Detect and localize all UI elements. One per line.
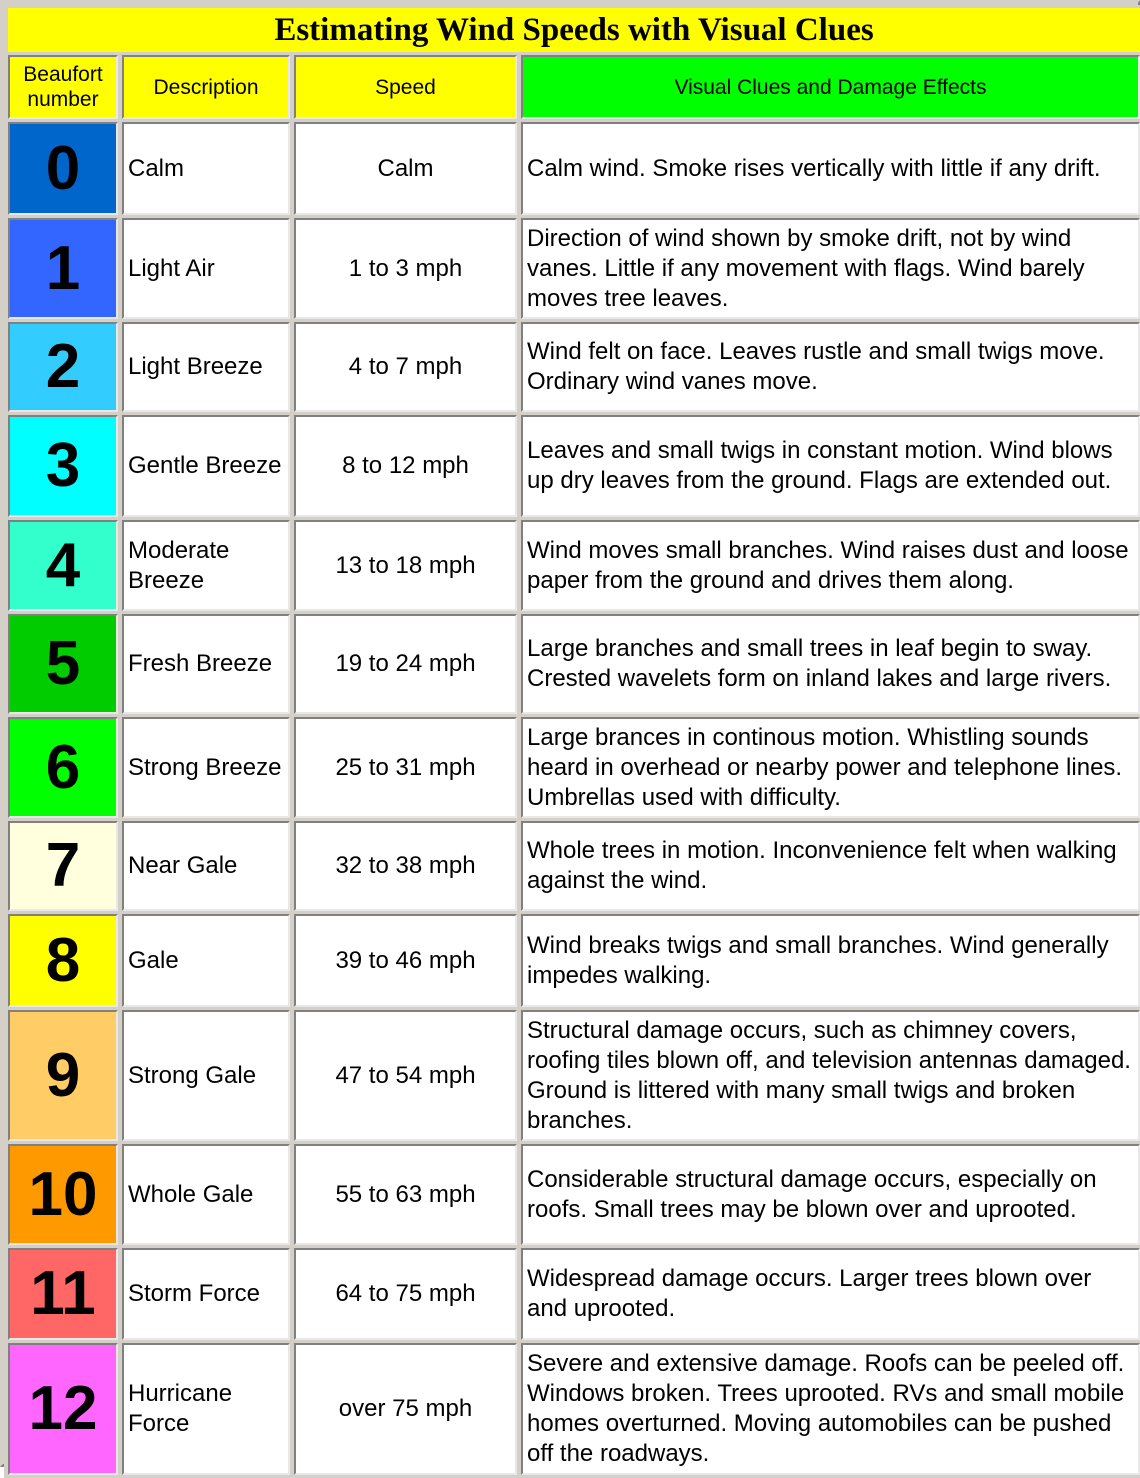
beaufort-number-cell: 6 <box>8 717 118 818</box>
visual-clues-cell: Severe and extensive damage. Roofs can be peeled off. Windows broken. Trees uprooted. RVs and small mobile homes overturned. Moving automobiles can be pushed off the roadways. <box>521 1343 1140 1475</box>
speed-cell: 55 to 63 mph <box>294 1144 517 1245</box>
header-speed: Speed <box>294 55 517 119</box>
table-title: Estimating Wind Speeds with Visual Clues <box>8 8 1140 52</box>
visual-clues-cell: Wind breaks twigs and small branches. Wind generally impedes walking. <box>521 914 1140 1007</box>
beaufort-number-cell: 8 <box>8 914 118 1007</box>
beaufort-number-cell: 7 <box>8 821 118 911</box>
description-cell: Strong Breeze <box>122 717 290 818</box>
beaufort-number-cell: 10 <box>8 1144 118 1245</box>
visual-clues-cell: Considerable structural damage occurs, especially on roofs. Small trees may be blown over and uprooted. <box>521 1144 1140 1245</box>
description-cell: Gentle Breeze <box>122 415 290 517</box>
table-row <box>8 1010 1140 1141</box>
beaufort-number-cell: 9 <box>8 1010 118 1141</box>
speed-cell: 8 to 12 mph <box>294 415 517 517</box>
description-cell: Storm Force <box>122 1248 290 1340</box>
table-row <box>8 218 1140 319</box>
visual-clues-cell: Large brances in continous motion. Whistling sounds heard in overhead or nearby power and telephone lines. Umbrellas used with difficulty. <box>521 717 1140 818</box>
table-row <box>8 1343 1140 1475</box>
description-cell: Gale <box>122 914 290 1007</box>
header-beaufort-number: Beaufort number <box>8 55 118 119</box>
description-cell: Near Gale <box>122 821 290 911</box>
speed-cell: 13 to 18 mph <box>294 520 517 611</box>
description-cell: Hurricane Force <box>122 1343 290 1475</box>
speed-cell: 32 to 38 mph <box>294 821 517 911</box>
beaufort-number-cell: 5 <box>8 614 118 714</box>
speed-cell: 47 to 54 mph <box>294 1010 517 1141</box>
table-row <box>8 914 1140 1007</box>
header-visual-clues: Visual Clues and Damage Effects <box>521 55 1140 119</box>
beaufort-number-cell: 4 <box>8 520 118 611</box>
visual-clues-cell: Wind felt on face. Leaves rustle and small twigs move. Ordinary wind vanes move. <box>521 322 1140 412</box>
description-cell: Calm <box>122 122 290 215</box>
visual-clues-cell: Calm wind. Smoke rises vertically with little if any drift. <box>521 122 1140 215</box>
table-row <box>8 717 1140 818</box>
visual-clues-cell: Whole trees in motion. Inconvenience felt when walking against the wind. <box>521 821 1140 911</box>
description-cell: Moderate Breeze <box>122 520 290 611</box>
beaufort-number-cell: 11 <box>8 1248 118 1340</box>
title-row <box>8 8 1140 52</box>
description-cell: Whole Gale <box>122 1144 290 1245</box>
table-row <box>8 1248 1140 1340</box>
description-cell: Strong Gale <box>122 1010 290 1141</box>
beaufort-number-cell: 3 <box>8 415 118 517</box>
description-cell: Light Breeze <box>122 322 290 412</box>
visual-clues-cell: Widespread damage occurs. Larger trees blown over and uprooted. <box>521 1248 1140 1340</box>
header-row <box>8 55 1140 119</box>
table-row <box>8 322 1140 412</box>
speed-cell: 39 to 46 mph <box>294 914 517 1007</box>
visual-clues-cell: Wind moves small branches. Wind raises dust and loose paper from the ground and drives them along. <box>521 520 1140 611</box>
speed-cell: Calm <box>294 122 517 215</box>
speed-cell: over 75 mph <box>294 1343 517 1475</box>
speed-cell: 1 to 3 mph <box>294 218 517 319</box>
beaufort-table <box>4 5 1140 1478</box>
table-row <box>8 122 1140 215</box>
description-cell: Light Air <box>122 218 290 319</box>
table-row <box>8 614 1140 714</box>
visual-clues-cell: Structural damage occurs, such as chimney covers, roofing tiles blown off, and television antennas damaged. Ground is littered with many small twigs and broken branches. <box>521 1010 1140 1141</box>
speed-cell: 64 to 75 mph <box>294 1248 517 1340</box>
header-description: Description <box>122 55 290 119</box>
beaufort-number-cell: 0 <box>8 122 118 215</box>
description-cell: Fresh Breeze <box>122 614 290 714</box>
speed-cell: 4 to 7 mph <box>294 322 517 412</box>
visual-clues-cell: Large branches and small trees in leaf begin to sway. Crested wavelets form on inland lakes and large rivers. <box>521 614 1140 714</box>
speed-cell: 25 to 31 mph <box>294 717 517 818</box>
beaufort-number-cell: 12 <box>8 1343 118 1475</box>
beaufort-number-cell: 1 <box>8 218 118 319</box>
table-row <box>8 415 1140 517</box>
table-row <box>8 520 1140 611</box>
visual-clues-cell: Leaves and small twigs in constant motion. Wind blows up dry leaves from the ground. Flags are extended out. <box>521 415 1140 517</box>
visual-clues-cell: Direction of wind shown by smoke drift, not by wind vanes. Little if any movement with flags. Wind barely moves tree leaves. <box>521 218 1140 319</box>
table-row <box>8 1144 1140 1245</box>
speed-cell: 19 to 24 mph <box>294 614 517 714</box>
beaufort-number-cell: 2 <box>8 322 118 412</box>
table-row <box>8 821 1140 911</box>
